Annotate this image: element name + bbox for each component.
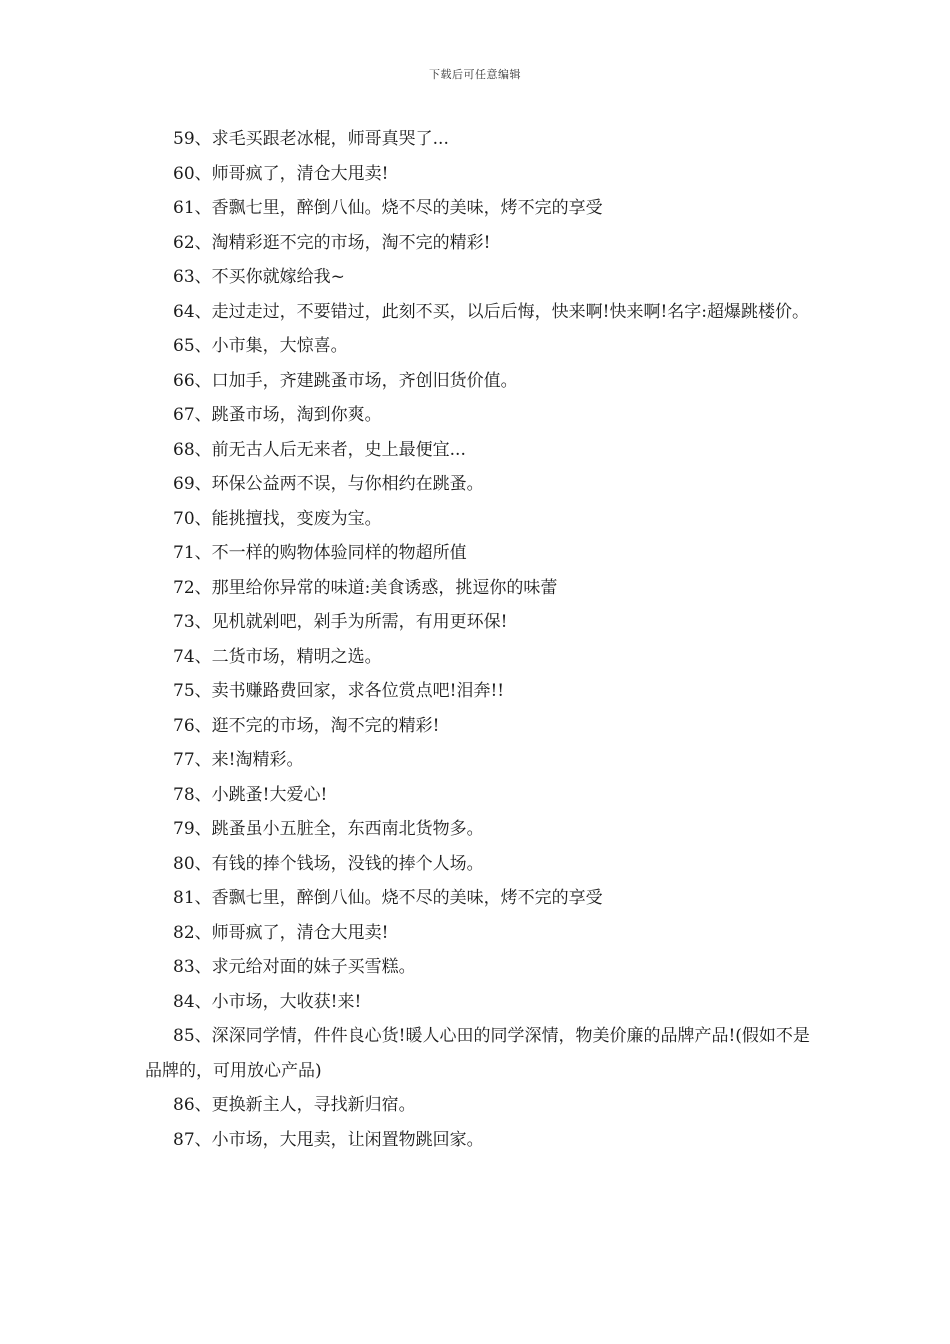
list-item: 84、小市场，大收获!来! [173,991,362,1012]
list-item: 76、逛不完的市场，淘不完的精彩! [173,715,440,736]
list-item: 65、小市集，大惊喜。 [173,336,348,356]
list-item: 82、师哥疯了，清仓大甩卖! [173,922,389,943]
page-header: 下载后可任意编辑 [429,68,521,81]
list-item: 83、求元给对面的妹子买雪糕。 [173,957,416,977]
list-item: 70、能挑擅找，变废为宝。 [173,508,382,529]
list-item: 72、那里给你异常的味道:美食诱惑，挑逗你的味蕾 [173,577,558,598]
list-item: 75、卖书赚路费回家，求各位赏点吧!泪奔!! [173,681,505,701]
list-item: 81、香飘七里，醉倒八仙。烧不尽的美味，烤不完的享受 [173,888,603,908]
list-item: 69、环保公益两不误，与你相约在跳蚤。 [173,474,484,494]
list-item: 79、跳蚤虽小五脏全，东西南北货物多。 [173,819,484,839]
list-item: 60、师哥疯了，清仓大甩卖! [173,163,389,184]
list-item: 66、口加手，齐建跳蚤市场，齐创旧货价值。 [173,370,518,391]
list-item: 85、深深同学情，件件良心货!暖人心田的同学深情，物美价廉的品牌产品!(假如不是品牌的，可用放心产品) [145,1026,810,1081]
list-item: 77、来!淘精彩。 [173,750,304,770]
list-item: 62、淘精彩逛不完的市场，淘不完的精彩! [173,232,491,253]
list-item: 61、香飘七里，醉倒八仙。烧不尽的美味，烤不完的享受 [173,198,603,218]
list-item: 68、前无古人后无来者，史上最便宜... [173,439,466,460]
list-item: 63、不买你就嫁给我~ [173,267,345,287]
list-item: 74、二货市场，精明之选。 [173,646,382,667]
list-item: 59、求毛买跟老冰棍，师哥真哭了... [173,129,449,149]
list-item: 73、见机就剁吧，剁手为所需，有用更环保! [173,612,508,632]
list-item: 71、不一样的购物体验同样的物超所值 [173,543,467,563]
list-item: 64、走过走过，不要错过，此刻不买，以后后悔，快来啊!快来啊!名字:超爆跳楼价。 [173,301,810,322]
list-item: 86、更换新主人，寻找新归宿。 [173,1095,416,1115]
list-item: 87、小市场，大甩卖，让闲置物跳回家。 [173,1129,484,1150]
list-item: 78、小跳蚤!大爱心! [173,784,328,805]
document-body [145,122,817,1157]
list-item: 80、有钱的捧个钱场，没钱的捧个人场。 [173,853,484,874]
list-item: 67、跳蚤市场，淘到你爽。 [173,405,382,425]
